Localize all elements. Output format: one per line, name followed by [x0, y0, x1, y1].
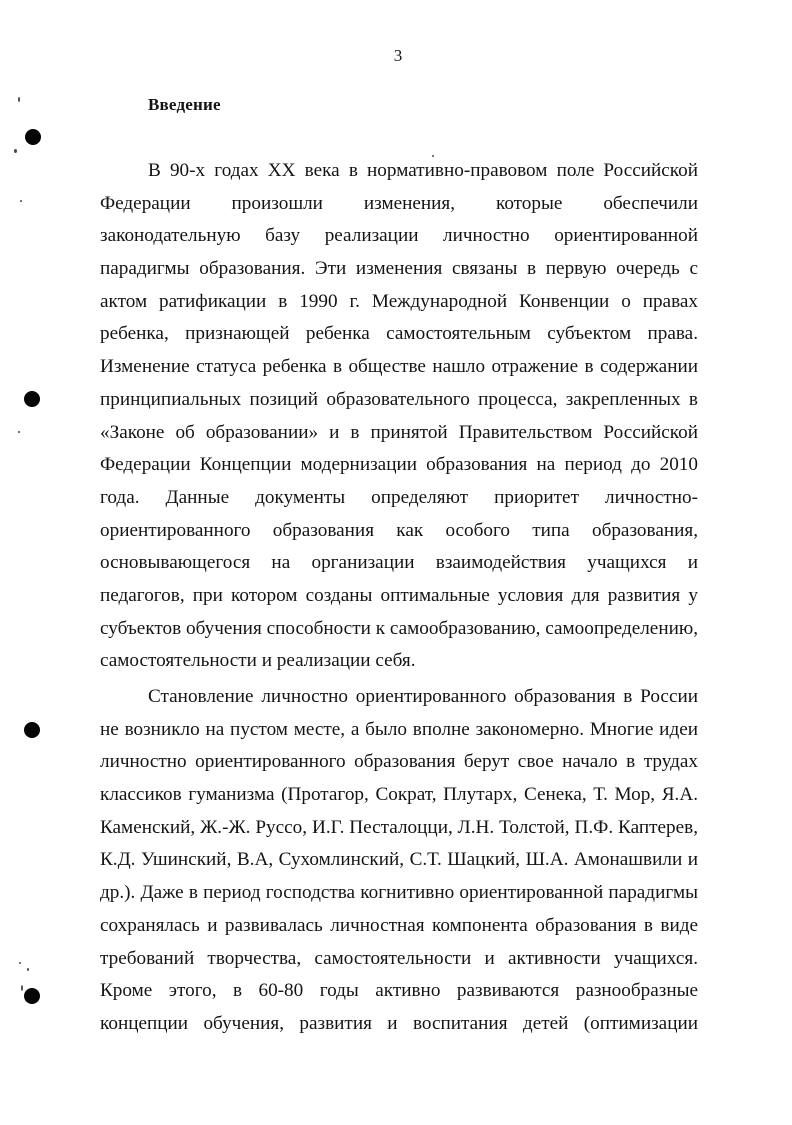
punch-hole-mark — [24, 722, 40, 738]
text-line: актом ратификации в 1990 г. Международной Конвенции о правах — [100, 290, 698, 312]
text-line: сохранялась и развивалась личностная компонента образования в виде — [100, 914, 698, 936]
text-line: концепции обучения, развития и воспитания детей (оптимизации — [100, 1012, 698, 1034]
paragraph — [100, 155, 698, 678]
scan-speck — [20, 200, 22, 202]
text-line: К.Д. Ушинский, В.А, Сухомлинский, С.Т. Шацкий, Ш.А. Амонашвили и — [100, 849, 698, 871]
text-line: педагогов, при котором созданы оптимальные условия для развития у — [100, 584, 698, 606]
text-line: ребенка, признающей ребенка самостоятельным субъектом права. — [100, 323, 698, 345]
punch-hole-mark — [25, 129, 41, 145]
scan-speck — [432, 155, 434, 157]
text-line: др.). Даже в период господства когнитивно ориентированной парадигмы — [100, 882, 698, 904]
section-heading: Введение — [148, 95, 221, 114]
text-line: В 90-х годах XX века в нормативно-правовом поле Российской — [148, 160, 698, 181]
scan-speck — [19, 962, 21, 964]
text-line: принципиальных позиций образовательного процесса, закрепленных в — [100, 388, 698, 410]
text-line: субъектов обучения способности к самообразованию, самоопределению, — [100, 617, 698, 639]
text-line: Федерации произошли изменения, которые обеспечили — [100, 192, 698, 214]
text-line: Каменский, Ж.-Ж. Руссо, И.Г. Песталоцци, Л.Н. Толстой, П.Ф. Каптерев, — [100, 816, 698, 838]
paragraph — [100, 681, 698, 1041]
page-number: 3 — [393, 46, 403, 65]
text-line: законодательную базу реализации личностно ориентированной — [100, 225, 698, 247]
text-line: «Законе об образовании» и в принятой Правительством Российской — [100, 421, 698, 443]
text-line: Становление личностно ориентированного образования в России — [148, 686, 698, 707]
scan-speck — [18, 97, 20, 102]
text-line: парадигмы образования. Эти изменения связаны в первую очередь с — [100, 258, 698, 280]
punch-hole-mark — [24, 391, 40, 407]
punch-hole-mark — [24, 988, 40, 1004]
text-line: Кроме этого, в 60-80 годы активно развиваются разнообразные — [100, 980, 698, 1002]
text-line: личностно ориентированного образования берут свое начало в трудах — [100, 751, 698, 773]
text-line: классиков гуманизма (Протагор, Сократ, Плутарх, Сенека, Т. Мор, Я.А. — [100, 784, 698, 806]
text-line: самостоятельности и реализации себя. — [100, 650, 416, 672]
text-line: требований творчества, самостоятельности и активности учащихся. — [100, 947, 698, 969]
scan-speck — [18, 431, 20, 433]
text-line: года. Данные документы определяют приоритет личностно- — [100, 486, 698, 508]
text-line: Изменение статуса ребенка в обществе нашло отражение в содержании — [100, 356, 698, 378]
scan-speck — [21, 985, 23, 991]
text-line: Федерации Концепции модернизации образования на период до 2010 — [100, 454, 698, 476]
text-line: основывающегося на организации взаимодействия учащихся и — [100, 552, 698, 574]
text-line: ориентированного образования как особого типа образования, — [100, 519, 698, 541]
scan-speck — [27, 968, 29, 971]
scan-speck — [14, 149, 17, 153]
text-line: не возникло на пустом месте, а было вполне закономерно. Многие идеи — [100, 718, 698, 740]
